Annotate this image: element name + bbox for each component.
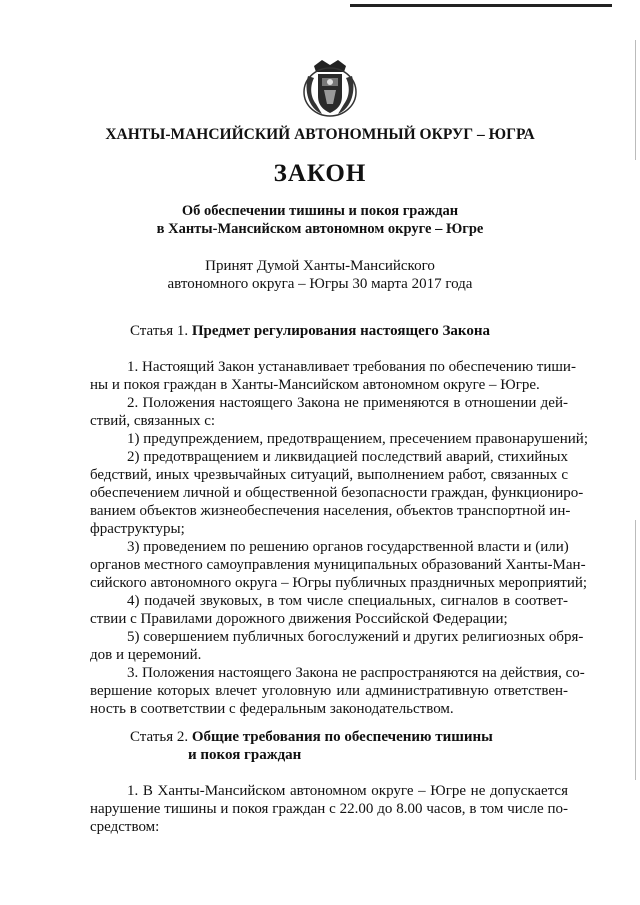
body-line: дов и церемоний. [90, 647, 202, 663]
body-line: сийского автономного округа – Югры публичных праздничных мероприятий; [90, 575, 588, 591]
body-line: ность в соответствии с федеральным законодательством. [90, 701, 454, 717]
article-2-heading [130, 729, 493, 746]
body-line: вершение которых влечет уголовную или административную ответствен- [90, 683, 568, 699]
body-line: 5) совершением публичных богослужений и других религиозных обря- [127, 629, 584, 645]
law-title-line-1: Об обеспечении тишины и покоя граждан [181, 203, 459, 219]
body-line: 1. Настоящий Закон устанавливает требования по обеспечению тиши- [127, 359, 576, 375]
body-line: органов местного самоуправления муниципальных образований Ханты-Ман- [90, 557, 586, 573]
adoption-line-1: Принят Думой Ханты-Мансийского [205, 258, 435, 274]
article-2-title-line-1: Общие требования по обеспечению тишины [191, 729, 493, 745]
body-line: ствии с Правилами дорожного движения Российской Федерации; [90, 611, 508, 627]
law-title-line-2: в Ханты-Мансийском автономном округе – Югре [156, 221, 484, 237]
body-line: 1. В Ханты-Мансийском автономном округе – Югре не допускается [127, 783, 568, 799]
body-line: бедствий, иных чрезвычайных ситуаций, выполнением работ, связанных с [90, 467, 568, 483]
body-line: 2) предотвращением и ликвидацией последствий аварий, стихийных [127, 449, 568, 465]
article-1-label: Статья 1. [130, 323, 189, 339]
body-line: 2. Положения настоящего Закона не применяются в отношении дей- [127, 395, 568, 411]
article-2-title-line-2: и покоя граждан [188, 747, 302, 763]
body-line: ны и покоя граждан в Ханты-Мансийском автономном округе – Югре. [90, 377, 540, 393]
body-line: ванием объектов жизнеобеспечения населения, объектов транспортной ин- [90, 503, 571, 519]
body-line: нарушение тишины и покоя граждан с 22.00 до 8.00 часов, в том числе по- [90, 801, 568, 817]
body-line: 4) подачей звуковых, в том числе специальных, сигналов в соответ- [127, 593, 568, 609]
body-line: 3) проведением по решению органов государственной власти и (или) [127, 539, 569, 555]
body-line: обеспечением личной и общественной безопасности граждан, функциониро- [90, 485, 584, 501]
body-line: средством: [90, 819, 160, 835]
scan-top-line [350, 4, 612, 7]
document-type: ЗАКОН [273, 160, 367, 187]
body-line: ствий, связанных с: [90, 413, 216, 429]
body-line: фраструктуры; [90, 521, 185, 537]
body-line: 3. Положения настоящего Закона не распространяются на действия, со- [127, 665, 585, 681]
article-1-title: Предмет регулирования настоящего Закона [191, 323, 490, 339]
coat-of-arms-emblem [300, 56, 360, 118]
region-name: ХАНТЫ-МАНСИЙСКИЙ АВТОНОМНЫЙ ОКРУГ – ЮГРА [105, 126, 535, 143]
article-2-label: Статья 2. [130, 729, 189, 745]
body-line: 1) предупреждением, предотвращением, пресечением правонарушений; [127, 431, 588, 447]
scan-edge-mark [635, 520, 636, 780]
article-1-heading [130, 323, 490, 340]
adoption-line-2: автономного округа – Югры 30 марта 2017 года [167, 276, 473, 292]
